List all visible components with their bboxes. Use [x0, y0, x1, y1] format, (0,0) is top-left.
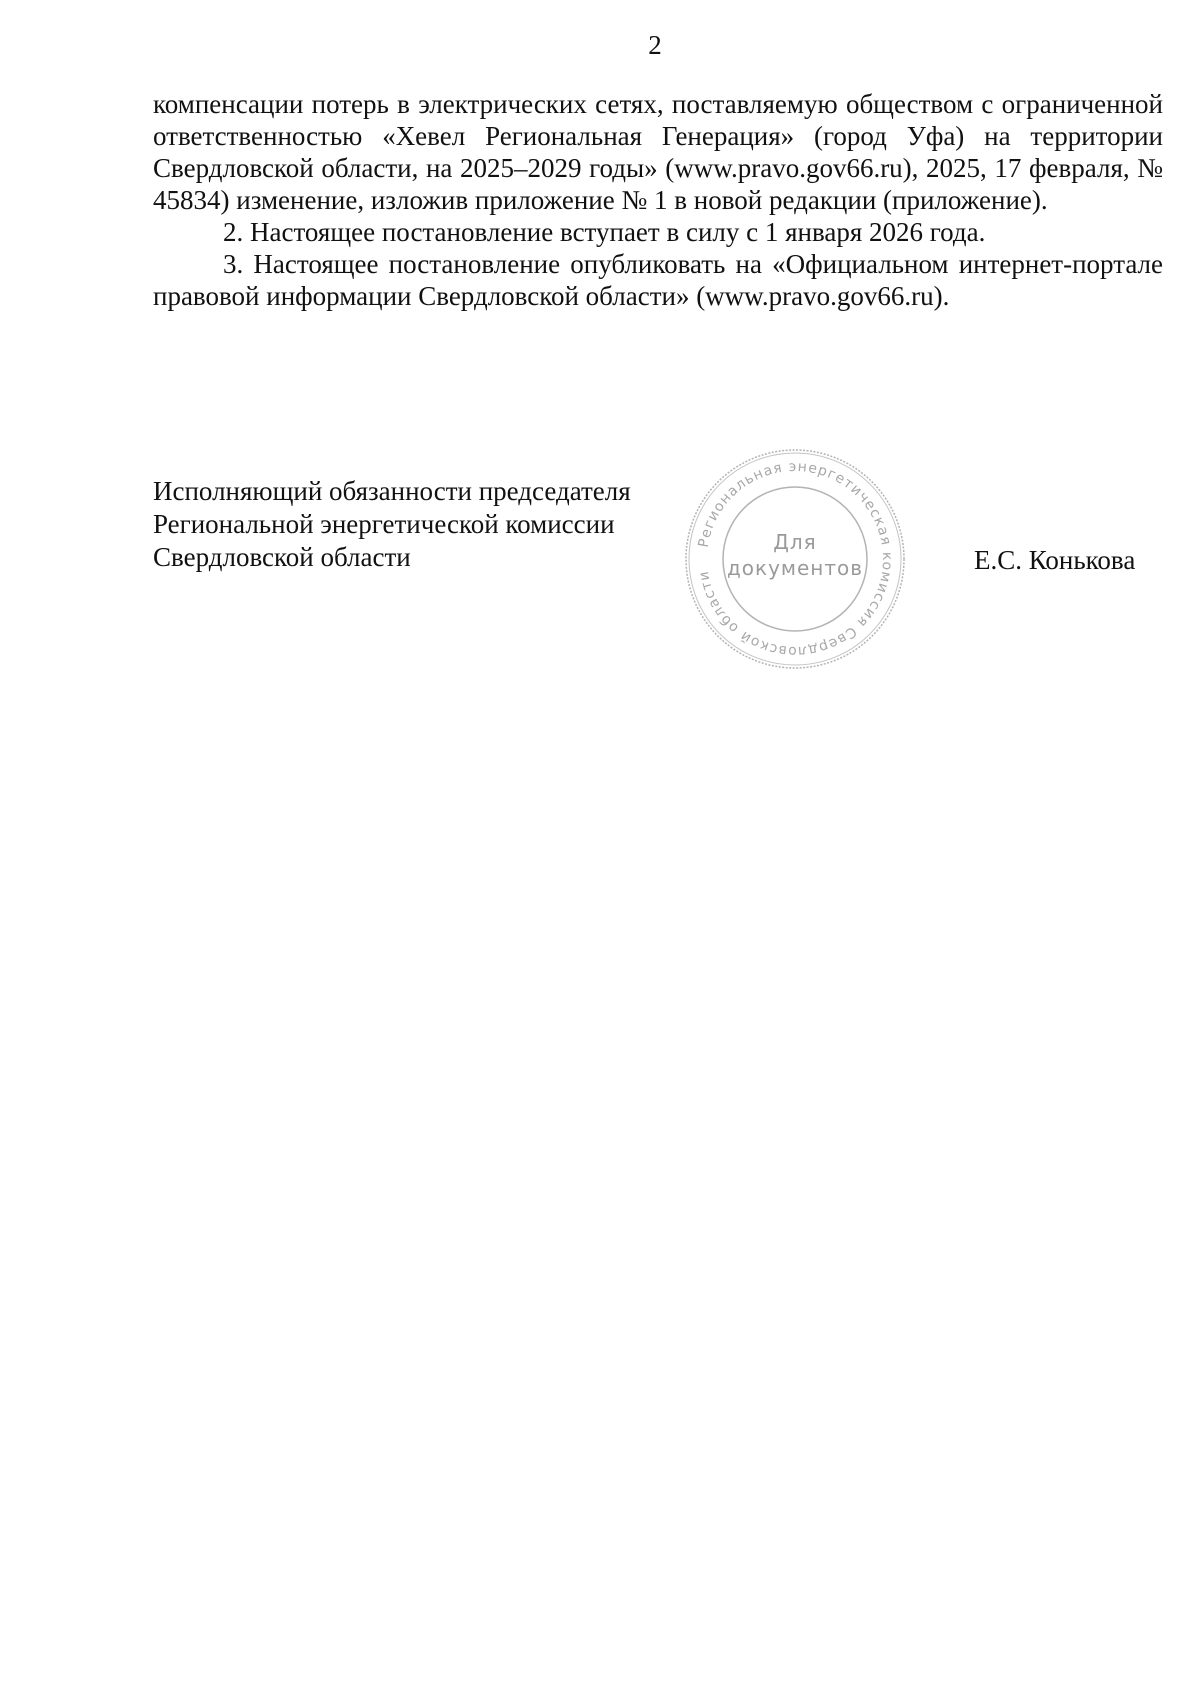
stamp-center-text	[723, 529, 867, 581]
stamp-center-line: документов	[726, 556, 864, 580]
page-number: 2	[648, 30, 662, 60]
signer-name: Е.С. Конькова	[974, 545, 1136, 575]
official-stamp	[683, 447, 907, 671]
signature-position-line: Свердловской области	[153, 542, 411, 572]
paragraph-publication: 3. Настоящее постановление опубликовать на «Официальном интернет-портале правовой информации Свердловской области» (www.pravo.gov66.ru).	[153, 249, 1163, 311]
stamp-ring-text: Региональная энергетическая комиссия Свердловской области	[695, 458, 896, 660]
stamp-center-line: Для	[773, 530, 817, 554]
signature-position-line: Исполняющий обязанности председателя	[153, 476, 631, 506]
document-body	[153, 88, 1163, 312]
paragraph-continuation: компенсации потерь в электрических сетях, поставляемую обществом с ограниченной ответственностью «Хевел Региональная Генерация» (город Уфа) на территории Свердловской области, на 2025–2029 годы» (www.pravo.gov66.ru), 2025, 17 февраля, № 45834) изменение, изложив приложение № 1 в новой редакции (приложение).	[153, 89, 1163, 215]
signature-position-line: Региональной энергетической комиссии	[153, 509, 615, 539]
paragraph-effective-date: 2. Настоящее постановление вступает в силу с 1 января 2026 года.	[223, 217, 986, 247]
signature-position	[153, 475, 631, 574]
